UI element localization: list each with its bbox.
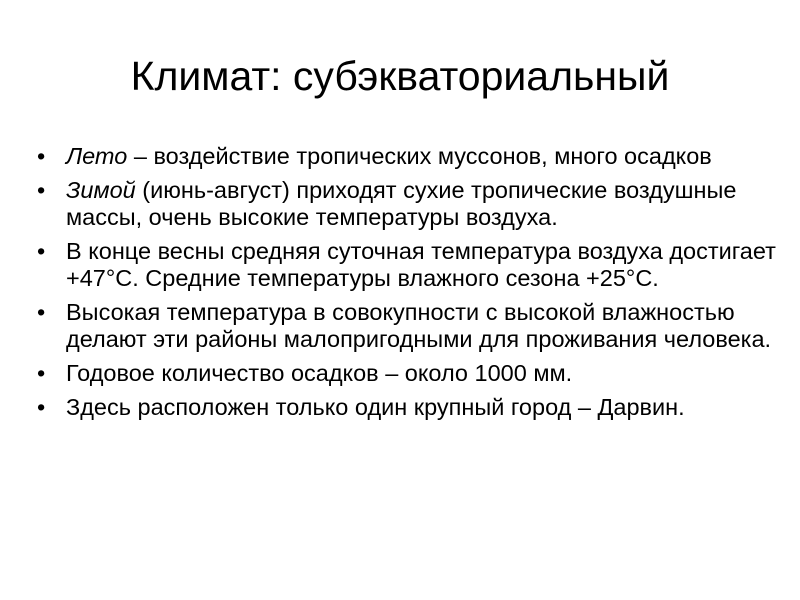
bullet-lead: Зимой bbox=[66, 177, 136, 203]
bullet-text: Здесь расположен только один крупный город – Дарвин. bbox=[66, 394, 685, 420]
bullet-text: Годовое количество осадков – около 1000 мм. bbox=[66, 360, 573, 386]
bullet-item bbox=[0, 177, 780, 231]
bullet-dot-icon: • bbox=[37, 360, 46, 386]
bullet-item bbox=[0, 143, 780, 170]
bullet-text: – воздействие тропических муссонов, много осадков bbox=[127, 143, 712, 169]
bullet-dot-icon: • bbox=[37, 143, 46, 169]
bullet-list bbox=[0, 143, 780, 428]
bullet-text: В конце весны средняя суточная температура воздуха достигает +47°C. Средние температуры влажного сезона +25°C. bbox=[66, 238, 776, 291]
bullet-item bbox=[0, 394, 780, 421]
bullet-dot-icon: • bbox=[37, 394, 46, 420]
slide-title: Климат: субэкваториальный bbox=[130, 53, 670, 99]
bullet-item bbox=[0, 238, 780, 292]
bullet-text: (июнь-август) приходят сухие тропические воздушные массы, очень высокие температуры воздуха. bbox=[66, 177, 737, 230]
bullet-dot-icon: • bbox=[37, 177, 46, 203]
bullet-dot-icon: • bbox=[37, 238, 46, 264]
bullet-text: Высокая температура в совокупности с высокой влажностью делают эти районы малопригодными для проживания человека. bbox=[66, 299, 772, 352]
bullet-lead: Лето bbox=[66, 143, 128, 169]
bullet-item bbox=[0, 299, 780, 353]
bullet-dot-icon: • bbox=[37, 299, 46, 325]
bullet-item bbox=[0, 360, 780, 387]
